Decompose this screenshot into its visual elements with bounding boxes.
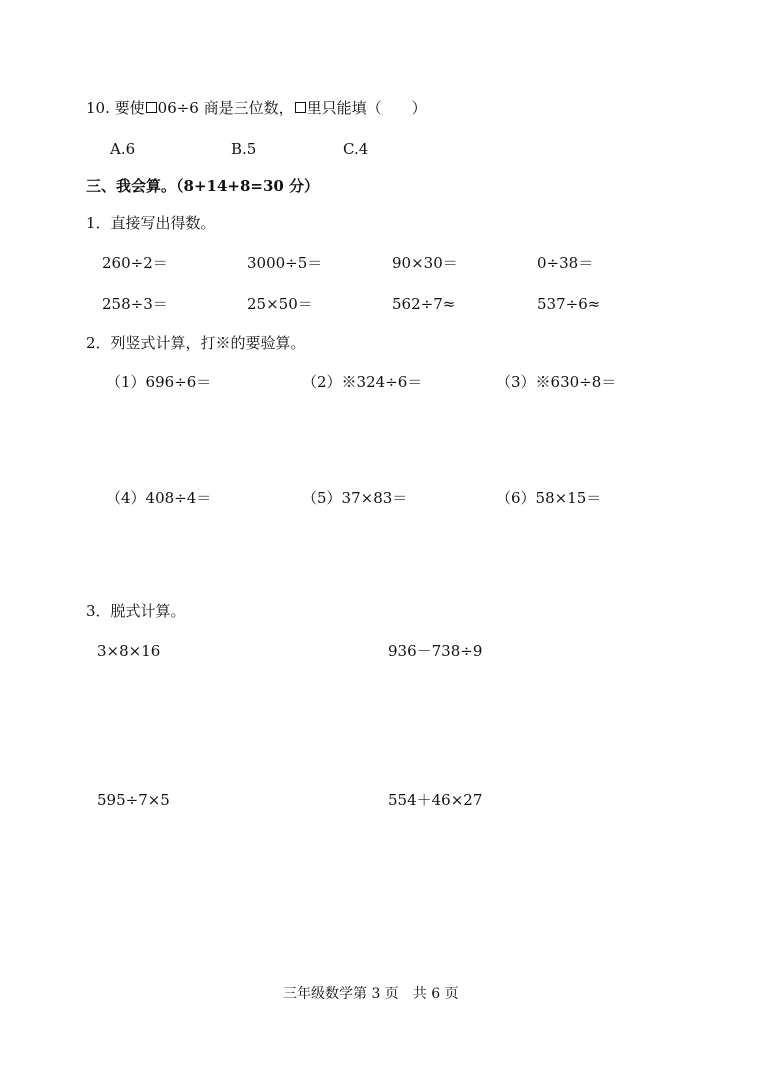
question-10: [86, 101, 427, 116]
question-text-end: 里只能填（ ）: [306, 99, 427, 117]
question-text-start: 要使: [114, 99, 145, 117]
question-text-middle: 06÷6 商是三位数，: [157, 99, 294, 117]
oral-calc-item: 562÷7≈: [392, 295, 456, 313]
step-calc-item: 595÷7×5: [97, 791, 170, 809]
vertical-calc-item: （5）37×83＝: [302, 489, 408, 507]
section-heading: 三、我会算。（8+14+8=30 分）: [86, 177, 320, 195]
oral-calc-item: 3000÷5＝: [247, 254, 323, 272]
step-calc-item: 554＋46×27: [388, 791, 483, 809]
oral-calc-item: 0÷38＝: [537, 254, 594, 272]
vertical-calc-item: （1）696÷6＝: [106, 373, 212, 391]
step-calc-item: 3×8×16: [97, 642, 161, 660]
oral-calc-item: 537÷6≈: [537, 295, 601, 313]
oral-calc-item: 25×50＝: [247, 295, 313, 313]
part3-title: 3．脱式计算。: [86, 602, 186, 620]
page-footer: 三年级数学第 3 页 共 6 页: [283, 986, 459, 1002]
oral-calc-item: 258÷3＝: [102, 295, 168, 313]
blank-box-icon: [146, 102, 157, 113]
vertical-calc-item: （2）※324÷6＝: [302, 373, 423, 391]
oral-calc-item: 90×30＝: [392, 254, 458, 272]
oral-calc-item: 260÷2＝: [102, 254, 168, 272]
vertical-calc-item: （6）58×15＝: [496, 489, 602, 507]
vertical-calc-item: （4）408÷4＝: [106, 489, 212, 507]
part2-title: 2．列竖式计算，打※的要验算。: [86, 334, 306, 352]
option-a: A.6: [110, 140, 136, 158]
blank-box-icon: [295, 102, 306, 113]
part1-title: 1．直接写出得数。: [86, 214, 216, 232]
vertical-calc-item: （3）※630÷8＝: [496, 373, 617, 391]
option-c: C.4: [343, 140, 369, 158]
question-number: 10.: [86, 99, 110, 117]
step-calc-item: 936－738÷9: [388, 642, 483, 660]
option-b: B.5: [231, 140, 257, 158]
